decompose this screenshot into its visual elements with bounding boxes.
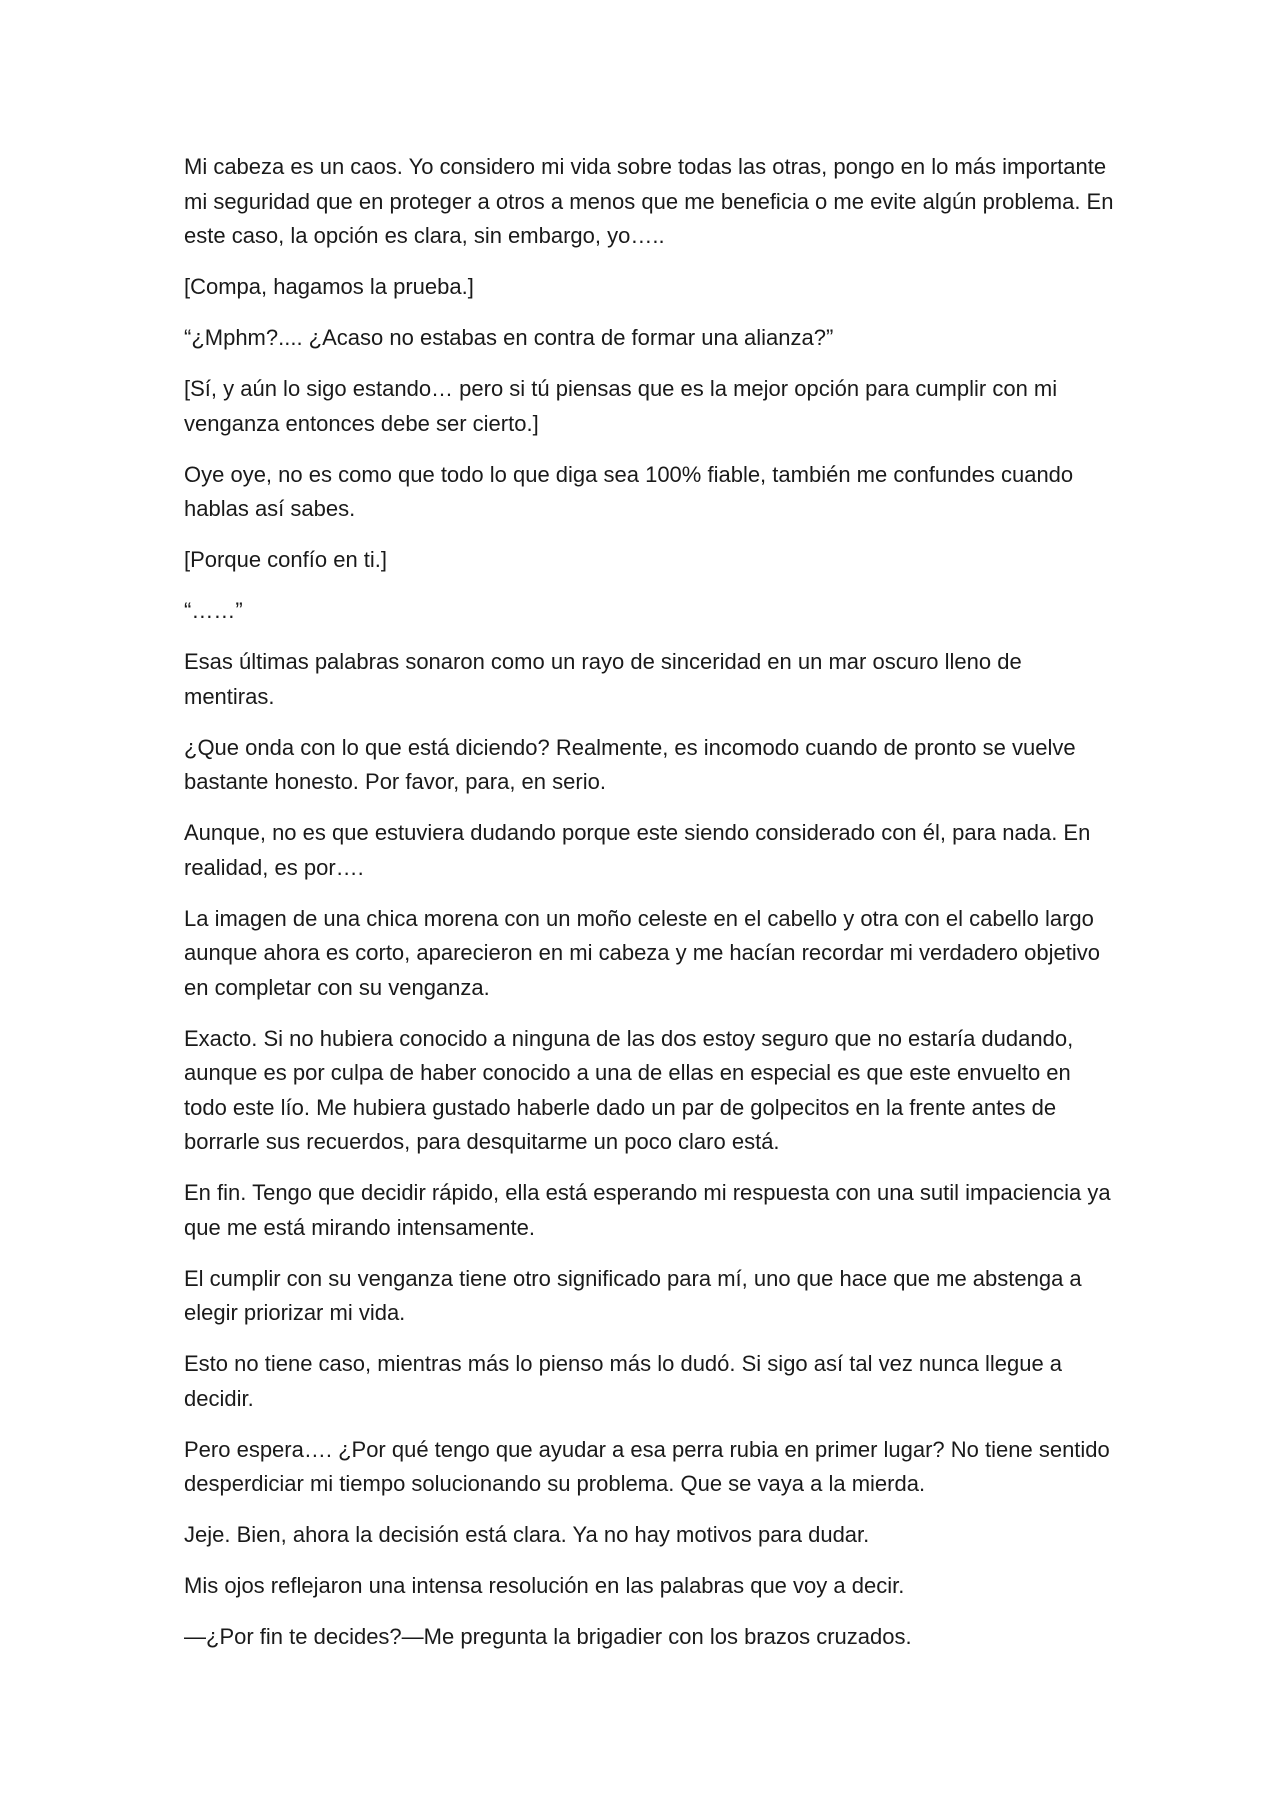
- paragraph: Esto no tiene caso, mientras más lo pienso más lo dudó. Si sigo así tal vez nunca llegue a decidir.: [184, 1351, 1063, 1411]
- paragraph: La imagen de una chica morena con un moño celeste en el cabello y otra con el cabello largo aunque ahora es corto, aparecieron en mi cabeza y me hacían recordar mi verdadero objetivo en completar con su venganza.: [184, 905, 1100, 1000]
- paragraph: En fin. Tengo que decidir rápido, ella está esperando mi respuesta con una sutil impaciencia ya que me está mirando intensamente.: [184, 1180, 1111, 1240]
- paragraph: [Compa, hagamos la prueba.]: [184, 274, 474, 299]
- paragraph: [Sí, y aún lo sigo estando… pero si tú piensas que es la mejor opción para cumplir con mi venganza entonces debe ser cierto.]: [184, 376, 1058, 436]
- paragraph: Aunque, no es que estuviera dudando porque este siendo considerado con él, para nada. En realidad, es por….: [184, 820, 1091, 880]
- paragraph: El cumplir con su venganza tiene otro significado para mí, uno que hace que me abstenga a elegir priorizar mi vida.: [184, 1265, 1082, 1325]
- paragraph: Mis ojos reflejaron una intensa resolución en las palabras que voy a decir.: [184, 1573, 905, 1598]
- paragraph: Exacto. Si no hubiera conocido a ninguna de las dos estoy seguro que no estaría dudando, aunque es por culpa de haber conocido a una de ellas en especial es que este envuelto en todo este lío. Me hubiera gustado haberle dado un par de golpecitos en la frente antes de borrarle sus recuerdos, para desquitarme un poco claro está.: [184, 1025, 1074, 1154]
- paragraph: Oye oye, no es como que todo lo que diga sea 100% fiable, también me confundes cuando hablas así sabes.: [184, 461, 1074, 521]
- paragraph: [Porque confío en ti.]: [184, 547, 388, 572]
- paragraph: Esas últimas palabras sonaron como un rayo de sinceridad en un mar oscuro lleno de mentiras.: [184, 649, 1022, 709]
- paragraph: ¿Que onda con lo que está diciendo? Realmente, es incomodo cuando de pronto se vuelve bastante honesto. Por favor, para, en serio.: [184, 734, 1076, 794]
- paragraph: Jeje. Bien, ahora la decisión está clara. Ya no hay motivos para dudar.: [184, 1522, 870, 1547]
- paragraph: —¿Por fin te decides?—Me pregunta la brigadier con los brazos cruzados.: [184, 1624, 912, 1649]
- paragraph: “¿Mphm?.... ¿Acaso no estabas en contra de formar una alianza?”: [184, 325, 834, 350]
- paragraph: Mi cabeza es un caos. Yo considero mi vida sobre todas las otras, pongo en lo más importante mi seguridad que en proteger a otros a menos que me beneficia o me evite algún problema. En este caso, la opción es clara, sin embargo, yo…..: [184, 154, 1114, 248]
- paragraph: Pero espera…. ¿Por qué tengo que ayudar a esa perra rubia en primer lugar? No tiene sentido desperdiciar mi tiempo solucionando su problema. Que se vaya a la mierda.: [184, 1436, 1110, 1496]
- document-page: [184, 150, 1114, 1671]
- paragraph: “……”: [184, 598, 243, 623]
